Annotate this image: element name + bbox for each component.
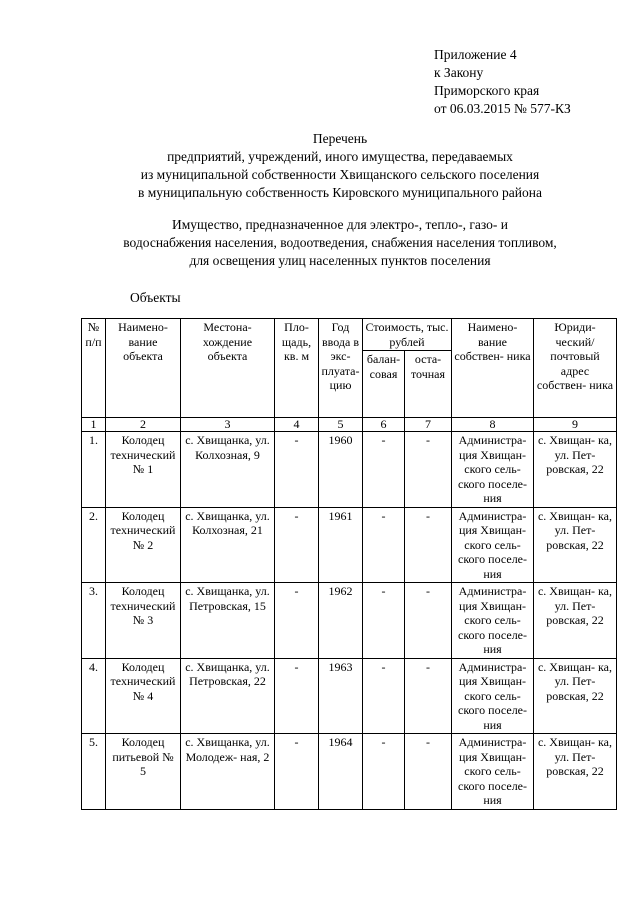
column-number: 5 xyxy=(319,418,363,432)
table-row xyxy=(82,507,617,583)
cell-area: - xyxy=(275,658,319,734)
cell-num: 4. xyxy=(82,658,106,734)
purpose-line: водоснабжения населения, водоотведения, снабжения населения топливом, xyxy=(123,235,557,250)
cell-num: 2. xyxy=(82,507,106,583)
cell-year: 1963 xyxy=(319,658,363,734)
cell-year: 1964 xyxy=(319,734,363,810)
cell-area: - xyxy=(275,734,319,810)
cell-location: с. Хвищанка, ул. Колхозная, 9 xyxy=(181,432,275,508)
cell-address: с. Хвищан- ка, ул. Пет- ровская, 22 xyxy=(534,507,617,583)
cell-balance: - xyxy=(363,734,405,810)
column-number: 9 xyxy=(534,418,617,432)
header-residual: оста- точная xyxy=(405,351,452,418)
title-line: предприятий, учреждений, иного имущества, передаваемых xyxy=(167,149,513,164)
cell-address: с. Хвищан- ка, ул. Пет- ровская, 22 xyxy=(534,734,617,810)
cell-address: с. Хвищан- ка, ул. Пет- ровская, 22 xyxy=(534,583,617,659)
table-row xyxy=(82,734,617,810)
header-location: Местона- хождение объекта xyxy=(181,319,275,418)
cell-location: с. Хвищанка, ул. Молодеж- ная, 2 xyxy=(181,734,275,810)
cell-residual: - xyxy=(405,658,452,734)
table-row xyxy=(82,583,617,659)
column-number: 6 xyxy=(363,418,405,432)
cell-address: с. Хвищан- ка, ул. Пет- ровская, 22 xyxy=(534,432,617,508)
column-number: 8 xyxy=(452,418,534,432)
title-line: из муниципальной собственности Хвищанского сельского поселения xyxy=(140,167,540,182)
appendix-line: Приморского края xyxy=(434,83,540,98)
cell-residual: - xyxy=(405,583,452,659)
column-number: 2 xyxy=(106,418,181,432)
cell-balance: - xyxy=(363,583,405,659)
table-row xyxy=(82,432,617,508)
column-number: 4 xyxy=(275,418,319,432)
document-title xyxy=(60,130,620,202)
cell-name: Колодец технический № 3 xyxy=(106,583,181,659)
cell-owner: Администра- ция Хвищан- ского сель- ского поселе- ния xyxy=(452,734,534,810)
cell-location: с. Хвищанка, ул. Петровская, 22 xyxy=(181,658,275,734)
header-address: Юриди- ческий/ почтовый адрес собствен- ника xyxy=(534,319,617,418)
cell-name: Колодец технический № 1 xyxy=(106,432,181,508)
appendix-line: Приложение 4 xyxy=(434,47,517,62)
property-purpose xyxy=(60,216,620,270)
appendix-line: от 06.03.2015 № 577-КЗ xyxy=(434,101,571,116)
column-number: 3 xyxy=(181,418,275,432)
table-row xyxy=(82,658,617,734)
table-header xyxy=(82,319,617,432)
header-area: Пло- щадь, кв. м xyxy=(275,319,319,418)
header-year: Год ввода в экс- плуата- цию xyxy=(319,319,363,418)
cell-balance: - xyxy=(363,658,405,734)
header-balance: балан- совая xyxy=(363,351,405,418)
cell-area: - xyxy=(275,507,319,583)
header-name: Наимено- вание объекта xyxy=(106,319,181,418)
cell-year: 1962 xyxy=(319,583,363,659)
cell-location: с. Хвищанка, ул. Петровская, 15 xyxy=(181,583,275,659)
cell-num: 3. xyxy=(82,583,106,659)
cell-name: Колодец питьевой № 5 xyxy=(106,734,181,810)
header-num: № п/п xyxy=(82,319,106,418)
cell-area: - xyxy=(275,432,319,508)
cell-year: 1960 xyxy=(319,432,363,508)
objects-table xyxy=(81,318,617,810)
cell-balance: - xyxy=(363,507,405,583)
header-owner: Наимено- вание собствен- ника xyxy=(452,319,534,418)
column-number: 1 xyxy=(82,418,106,432)
purpose-line: Имущество, предназначенное для электро-, тепло-, газо- и xyxy=(172,217,508,232)
cell-owner: Администра- ция Хвищан- ского сель- ского поселе- ния xyxy=(452,658,534,734)
cell-balance: - xyxy=(363,432,405,508)
cell-owner: Администра- ция Хвищан- ского сель- ского поселе- ния xyxy=(452,507,534,583)
cell-residual: - xyxy=(405,432,452,508)
column-number-row xyxy=(82,418,617,432)
cell-owner: Администра- ция Хвищан- ского сель- ского поселе- ния xyxy=(452,432,534,508)
appendix-line: к Закону xyxy=(434,65,484,80)
cell-num: 1. xyxy=(82,432,106,508)
cell-residual: - xyxy=(405,734,452,810)
cell-area: - xyxy=(275,583,319,659)
title-line: в муниципальную собственность Кировского муниципального района xyxy=(138,185,542,200)
cell-address: с. Хвищан- ка, ул. Пет- ровская, 22 xyxy=(534,658,617,734)
purpose-line: для освещения улиц населенных пунктов поселения xyxy=(189,253,491,268)
table-body xyxy=(82,432,617,810)
cell-residual: - xyxy=(405,507,452,583)
column-number: 7 xyxy=(405,418,452,432)
cell-name: Колодец технический № 4 xyxy=(106,658,181,734)
cell-name: Колодец технический № 2 xyxy=(106,507,181,583)
title-line: Перечень xyxy=(312,131,368,146)
cell-location: с. Хвищанка, ул. Колхозная, 21 xyxy=(181,507,275,583)
header-cost: Стоимость, тыс. рублей xyxy=(363,319,452,351)
cell-year: 1961 xyxy=(319,507,363,583)
appendix-block xyxy=(434,46,571,118)
section-label: Объекты xyxy=(130,290,181,305)
cell-owner: Администра- ция Хвищан- ского сель- ского поселе- ния xyxy=(452,583,534,659)
cell-num: 5. xyxy=(82,734,106,810)
